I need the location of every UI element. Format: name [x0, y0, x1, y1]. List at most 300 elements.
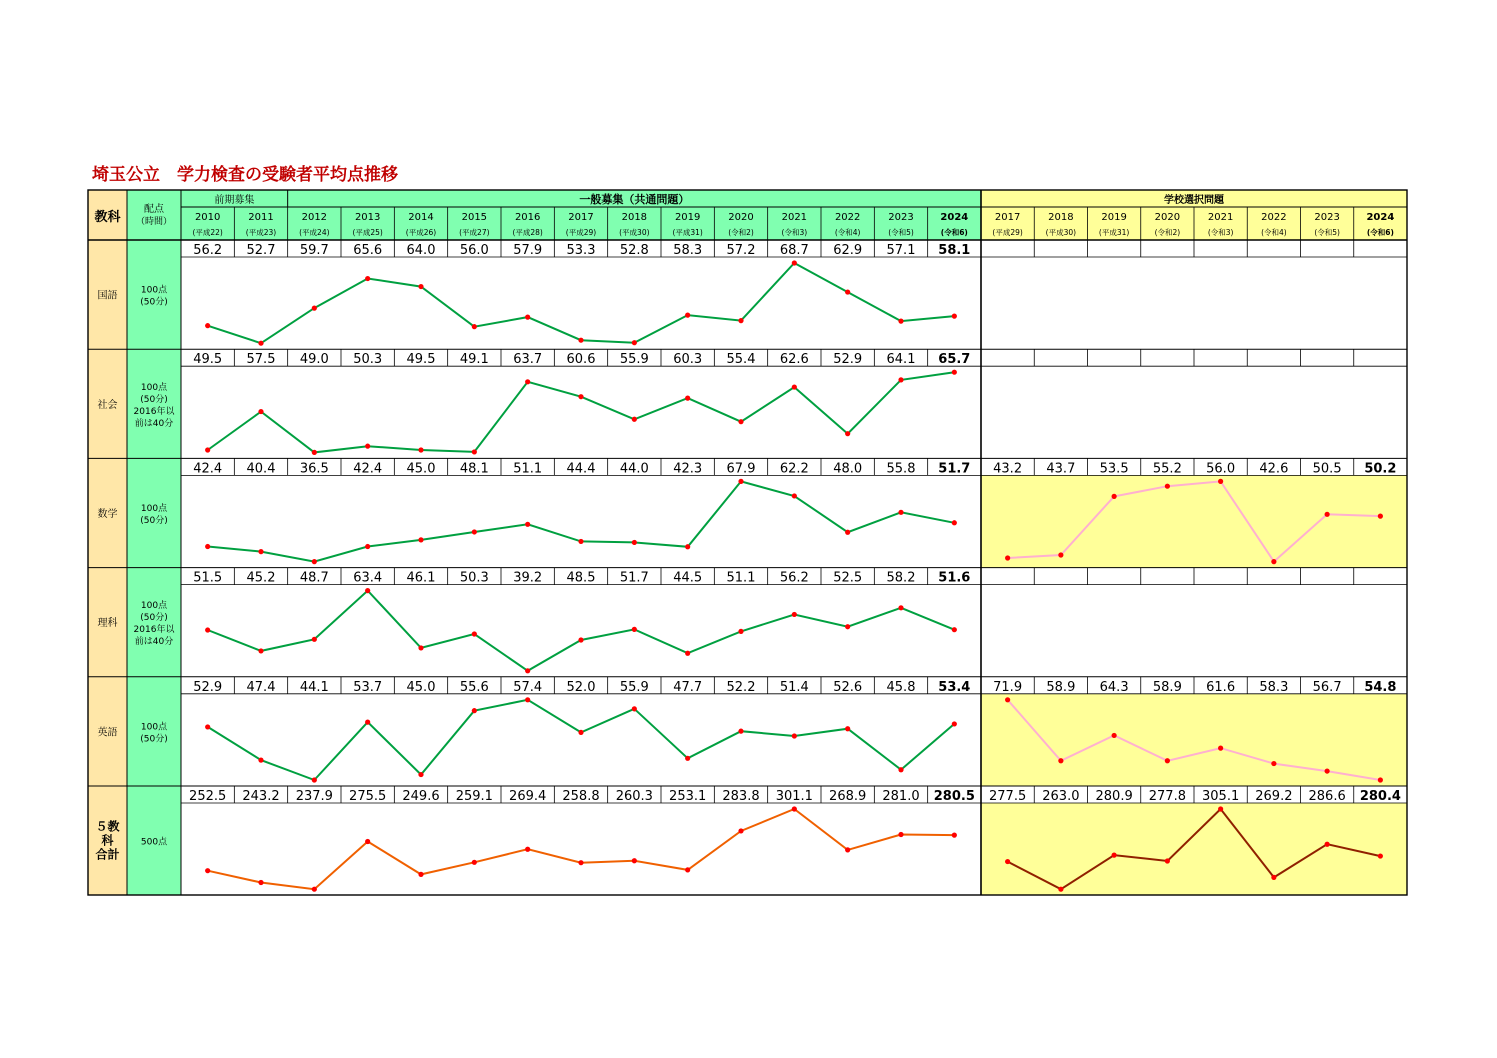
general-series-point — [685, 313, 690, 318]
general-series-point — [205, 323, 210, 328]
school-series-point — [1218, 806, 1223, 811]
general-series-point — [792, 806, 797, 811]
value-label: 52.9 — [193, 679, 223, 695]
general-series-point — [632, 540, 637, 545]
value-label: 51.1 — [726, 570, 756, 586]
school-series-point — [1218, 746, 1223, 751]
general-series-point — [418, 447, 423, 452]
era-label: (平成28) — [512, 228, 543, 237]
general-series-point — [845, 726, 850, 731]
general-series-point — [738, 629, 743, 634]
general-series-line — [208, 481, 955, 561]
value-label: 275.5 — [349, 789, 387, 804]
era-label: (平成26) — [405, 228, 437, 237]
year-label: 2024 — [1366, 212, 1395, 223]
value-label: 63.7 — [513, 352, 543, 368]
value-label: 68.7 — [779, 243, 809, 258]
year-label: 2010 — [194, 212, 221, 223]
general-series-point — [578, 637, 583, 642]
era-label: (平成25) — [352, 228, 383, 237]
value-label: 52.8 — [619, 243, 649, 258]
value-label: 59.7 — [299, 243, 329, 258]
general-series-point — [205, 868, 210, 873]
era-label: (令和4) — [834, 228, 861, 237]
school-series-point — [1005, 555, 1010, 560]
value-label: 50.5 — [1312, 461, 1342, 477]
school-series-point — [1005, 697, 1010, 702]
school-series-point — [1218, 479, 1223, 484]
value-label: 56.7 — [1312, 679, 1342, 695]
value-label: 51.4 — [779, 679, 809, 695]
value-label: 301.1 — [775, 789, 813, 804]
value-label: 49.0 — [299, 352, 329, 368]
value-label: 55.9 — [619, 679, 649, 695]
value-label: 51.7 — [938, 461, 971, 477]
value-label: 65.7 — [938, 352, 971, 368]
value-label: 45.8 — [886, 679, 916, 695]
year-label: 2024 — [940, 212, 969, 223]
points-header-time: （時間） — [135, 217, 173, 227]
school-series-point — [1271, 559, 1276, 564]
school-series-point — [1058, 758, 1063, 763]
year-label: 2019 — [674, 212, 701, 223]
value-label: 49.5 — [193, 352, 223, 368]
points-text: 100点 — [140, 285, 168, 296]
year-label: 2018 — [621, 212, 648, 223]
points-text: 500点 — [140, 837, 168, 848]
general-series-point — [632, 706, 637, 711]
general-series-point — [578, 338, 583, 343]
value-label: 56.2 — [779, 570, 809, 586]
general-series-point — [632, 627, 637, 632]
era-label: (平成29) — [565, 228, 597, 237]
value-label: 62.2 — [779, 461, 809, 477]
value-label: 53.4 — [938, 679, 971, 695]
value-label: 52.5 — [833, 570, 863, 586]
era-label: (平成30) — [619, 228, 650, 237]
era-label: (平成22) — [192, 228, 223, 237]
value-label: 47.7 — [673, 679, 703, 695]
value-label: 60.3 — [673, 352, 703, 368]
general-series-point — [685, 544, 690, 549]
school-series-point — [1325, 842, 1330, 847]
value-label: 48.1 — [459, 461, 489, 477]
general-series-point — [525, 315, 530, 320]
value-label: 52.0 — [566, 679, 596, 695]
general-series-point — [898, 767, 903, 772]
value-label: 281.0 — [882, 789, 920, 804]
value-label: 56.0 — [459, 243, 489, 258]
value-label: 51.6 — [938, 570, 971, 586]
general-series-point — [578, 730, 583, 735]
value-label: 44.4 — [566, 461, 596, 477]
early-label: 前期募集 — [214, 195, 255, 206]
general-series-point — [952, 721, 957, 726]
value-label: 71.9 — [993, 679, 1023, 695]
general-series-point — [365, 444, 370, 449]
page-title: 埼玉公立 学力検査の受験者平均点推移 — [92, 165, 398, 185]
general-series-line — [208, 372, 955, 452]
general-series-point — [685, 396, 690, 401]
general-series-line — [208, 591, 955, 671]
era-label: (平成31) — [1098, 228, 1130, 237]
value-label: 46.1 — [406, 570, 436, 586]
era-label: (令和2) — [728, 228, 754, 237]
year-label: 2015 — [461, 212, 488, 223]
value-label: 280.4 — [1359, 789, 1401, 804]
general-series-point — [312, 637, 317, 642]
general-series-line — [208, 809, 955, 889]
general-series-point — [205, 447, 210, 452]
value-label: 280.9 — [1095, 789, 1133, 804]
school-series-point — [1005, 859, 1010, 864]
general-series-point — [365, 276, 370, 281]
general-series-point — [472, 324, 477, 329]
general-series-point — [898, 605, 903, 610]
general-series-point — [578, 539, 583, 544]
general-series-point — [845, 289, 850, 294]
general-series-point — [525, 522, 530, 527]
school-series-point — [1112, 494, 1117, 499]
value-label: 58.9 — [1046, 679, 1076, 695]
school-series-point — [1271, 875, 1276, 880]
value-label: 65.6 — [353, 243, 383, 258]
era-label: (平成23) — [245, 228, 277, 237]
value-label: 43.2 — [993, 461, 1023, 477]
general-series-point — [258, 758, 263, 763]
general-series-point — [312, 887, 317, 892]
school-series-point — [1325, 512, 1330, 517]
value-label: 43.7 — [1046, 461, 1076, 477]
value-label: 283.8 — [722, 789, 760, 804]
general-series-point — [418, 772, 423, 777]
general-series-point — [792, 733, 797, 738]
era-label: (令和6) — [1366, 228, 1394, 237]
general-series-line — [208, 700, 955, 780]
year-label: 2014 — [408, 212, 434, 223]
general-series-point — [418, 537, 423, 542]
era-label: (令和3) — [781, 228, 808, 237]
value-label: 42.4 — [193, 461, 223, 477]
era-label: (平成29) — [992, 228, 1023, 237]
general-series-point — [898, 510, 903, 515]
school-series-point — [1165, 484, 1170, 489]
points-text: 前は40分 — [134, 637, 174, 648]
value-label: 44.5 — [673, 570, 703, 586]
points-text: 100点 — [140, 382, 168, 393]
value-label: 62.9 — [833, 243, 863, 258]
value-label: 53.7 — [353, 679, 383, 695]
value-label: 45.0 — [406, 679, 436, 695]
value-label: 58.3 — [1259, 679, 1289, 695]
subject-name: 英語 — [97, 727, 118, 739]
value-label: 42.6 — [1259, 461, 1289, 477]
points-header-cell — [127, 190, 181, 240]
general-series-point — [258, 549, 263, 554]
subject-name: 数学 — [97, 509, 118, 520]
points-text: 100点 — [140, 722, 168, 733]
year-label: 2023 — [888, 212, 914, 223]
year-label: 2017 — [568, 212, 594, 223]
general-series-point — [258, 880, 263, 885]
school-series-point — [1325, 768, 1330, 773]
value-label: 49.1 — [459, 352, 489, 368]
points-text: 2016年以 — [133, 625, 175, 636]
value-label: 39.2 — [513, 570, 543, 586]
general-series-point — [525, 668, 530, 673]
value-label: 48.0 — [833, 461, 863, 477]
school-label: 学校選択問題 — [1164, 195, 1224, 206]
school-series-point — [1165, 858, 1170, 863]
value-label: 67.9 — [726, 461, 756, 477]
value-label: 56.0 — [1206, 461, 1236, 477]
general-series-point — [525, 697, 530, 702]
general-series-point — [632, 417, 637, 422]
general-series-point — [365, 588, 370, 593]
general-series-point — [952, 627, 957, 632]
value-label: 58.9 — [1152, 679, 1182, 695]
general-series-point — [952, 314, 957, 319]
school-series-point — [1112, 853, 1117, 858]
value-label: 259.1 — [455, 789, 493, 804]
value-label: 260.3 — [615, 789, 653, 804]
value-label: 237.9 — [295, 789, 333, 804]
era-label: (令和4) — [1261, 228, 1287, 237]
general-series-point — [418, 645, 423, 650]
general-series-point — [685, 867, 690, 872]
value-label: 48.5 — [566, 570, 596, 586]
value-label: 57.4 — [513, 679, 543, 695]
general-series-point — [738, 419, 743, 424]
school-series-point — [1378, 514, 1383, 519]
value-label: 64.3 — [1099, 679, 1129, 695]
general-series-point — [898, 377, 903, 382]
points-text: (50分) — [140, 613, 168, 624]
subject-name: 理科 — [97, 618, 118, 630]
general-series-point — [578, 394, 583, 399]
value-label: 249.6 — [402, 789, 440, 804]
era-label: (令和3) — [1207, 228, 1234, 237]
general-series-point — [632, 858, 637, 863]
value-label: 253.1 — [669, 789, 707, 804]
general-series-point — [685, 651, 690, 656]
value-label: 51.1 — [513, 461, 543, 477]
general-series-point — [738, 729, 743, 734]
year-label: 2021 — [1207, 212, 1234, 223]
general-series-point — [952, 520, 957, 525]
general-series-point — [898, 319, 903, 324]
general-series-point — [738, 479, 743, 484]
value-label: 45.0 — [406, 461, 436, 477]
value-label: 42.3 — [673, 461, 703, 477]
general-series-point — [738, 828, 743, 833]
year-label: 2013 — [354, 212, 381, 223]
value-label: 52.7 — [246, 243, 276, 258]
general-series-point — [845, 847, 850, 852]
subject-header: 教科 — [94, 210, 121, 225]
value-label: 44.0 — [619, 461, 649, 477]
value-label: 55.9 — [619, 352, 649, 368]
year-label: 2022 — [1261, 212, 1287, 223]
school-series-point — [1112, 733, 1117, 738]
value-label: 252.5 — [189, 789, 227, 804]
value-label: 305.1 — [1202, 789, 1240, 804]
points-text: (50分) — [140, 734, 168, 745]
year-label: 2017 — [994, 212, 1021, 223]
value-label: 263.0 — [1042, 789, 1080, 804]
value-label: 53.5 — [1099, 461, 1129, 477]
points-header: 配点 — [144, 204, 164, 215]
general-series-point — [205, 724, 210, 729]
value-label: 58.3 — [673, 243, 703, 258]
value-label: 269.2 — [1255, 789, 1293, 804]
value-label: 58.2 — [886, 570, 916, 586]
school-series-point — [1165, 758, 1170, 763]
value-label: 58.1 — [938, 243, 971, 258]
general-series-point — [205, 627, 210, 632]
general-series-point — [205, 544, 210, 549]
school-series-point — [1058, 552, 1063, 557]
general-series-point — [472, 708, 477, 713]
school-series-point — [1378, 853, 1383, 858]
general-series-point — [312, 559, 317, 564]
general-series-point — [418, 872, 423, 877]
general-series-point — [685, 756, 690, 761]
general-series-point — [738, 318, 743, 323]
value-label: 56.2 — [193, 243, 223, 258]
general-series-point — [578, 860, 583, 865]
general-series-point — [472, 529, 477, 534]
year-label: 2021 — [781, 212, 808, 223]
value-label: 47.4 — [246, 679, 276, 695]
subject-name: 合計 — [95, 847, 120, 862]
value-label: 277.8 — [1148, 789, 1186, 804]
points-text: (50分) — [140, 297, 168, 308]
value-label: 268.9 — [829, 789, 867, 804]
value-label: 60.6 — [566, 352, 596, 368]
value-label: 64.0 — [406, 243, 436, 258]
value-label: 57.5 — [246, 352, 276, 368]
general-label: 一般募集（共通問題） — [579, 193, 690, 206]
general-series-point — [312, 306, 317, 311]
general-series-point — [365, 544, 370, 549]
value-label: 42.4 — [353, 461, 383, 477]
general-series-point — [845, 624, 850, 629]
subject-name: 国語 — [97, 290, 118, 302]
general-series-point — [312, 777, 317, 782]
era-label: (平成27) — [459, 228, 490, 237]
points-text: 2016年以 — [133, 406, 175, 417]
value-label: 51.5 — [193, 570, 223, 586]
school-plot-area — [981, 475, 1407, 567]
general-series-point — [472, 449, 477, 454]
value-label: 49.5 — [406, 352, 436, 368]
school-series-point — [1058, 887, 1063, 892]
general-series-point — [952, 370, 957, 375]
subject-name: ５教 — [95, 819, 120, 834]
general-series-point — [365, 720, 370, 725]
year-label: 2020 — [728, 212, 754, 223]
era-label: (令和2) — [1154, 228, 1181, 237]
value-label: 57.9 — [513, 243, 543, 258]
general-series-point — [258, 648, 263, 653]
value-label: 269.4 — [509, 789, 547, 804]
value-label: 50.3 — [353, 352, 383, 368]
general-series-point — [472, 860, 477, 865]
points-text: 100点 — [140, 601, 168, 612]
general-series-line — [208, 263, 955, 343]
general-series-point — [792, 384, 797, 389]
general-series-point — [792, 612, 797, 617]
value-label: 55.6 — [459, 679, 489, 695]
general-series-point — [258, 409, 263, 414]
school-series-point — [1378, 777, 1383, 782]
era-label: (令和5) — [888, 228, 914, 237]
general-series-point — [898, 832, 903, 837]
value-label: 243.2 — [242, 789, 280, 804]
value-label: 57.1 — [886, 243, 916, 258]
value-label: 61.6 — [1206, 679, 1236, 695]
value-label: 55.8 — [886, 461, 916, 477]
value-label: 57.2 — [726, 243, 756, 258]
year-label: 2019 — [1101, 212, 1127, 223]
value-label: 55.2 — [1152, 461, 1182, 477]
value-label: 54.8 — [1364, 679, 1397, 695]
year-label: 2011 — [248, 212, 274, 223]
general-series-point — [845, 431, 850, 436]
points-text: (50分) — [140, 394, 168, 405]
subject-name: 社会 — [97, 399, 118, 411]
general-series-point — [792, 493, 797, 498]
value-label: 286.6 — [1308, 789, 1346, 804]
value-label: 62.6 — [779, 352, 809, 368]
general-series-point — [845, 530, 850, 535]
value-label: 258.8 — [562, 789, 600, 804]
points-text: 100点 — [140, 504, 168, 514]
value-label: 280.5 — [933, 789, 975, 804]
year-label: 2012 — [301, 212, 328, 223]
value-label: 44.1 — [299, 679, 329, 695]
value-label: 64.1 — [886, 352, 916, 368]
era-label: (平成31) — [672, 228, 703, 237]
general-series-point — [952, 833, 957, 838]
subject-name: 科 — [101, 833, 114, 848]
school-plot-area — [981, 694, 1407, 786]
era-label: (平成30) — [1045, 228, 1077, 237]
value-label: 50.3 — [459, 570, 489, 586]
general-series-point — [792, 260, 797, 265]
general-series-point — [258, 341, 263, 346]
year-label: 2020 — [1154, 212, 1181, 223]
value-label: 50.2 — [1364, 461, 1397, 477]
value-label: 40.4 — [246, 461, 276, 477]
points-text: 前は40分 — [134, 418, 174, 429]
value-label: 277.5 — [989, 789, 1027, 804]
value-label: 53.3 — [566, 243, 596, 258]
general-series-point — [525, 379, 530, 384]
value-label: 45.2 — [246, 570, 276, 586]
year-label: 2022 — [834, 212, 861, 223]
value-label: 52.2 — [726, 679, 756, 695]
points-text: (50分) — [140, 516, 168, 526]
general-series-point — [472, 631, 477, 636]
value-label: 48.7 — [299, 570, 329, 586]
general-series-point — [312, 450, 317, 455]
value-label: 52.6 — [833, 679, 863, 695]
general-series-point — [365, 839, 370, 844]
general-series-point — [525, 847, 530, 852]
era-label: (平成24) — [299, 228, 330, 237]
